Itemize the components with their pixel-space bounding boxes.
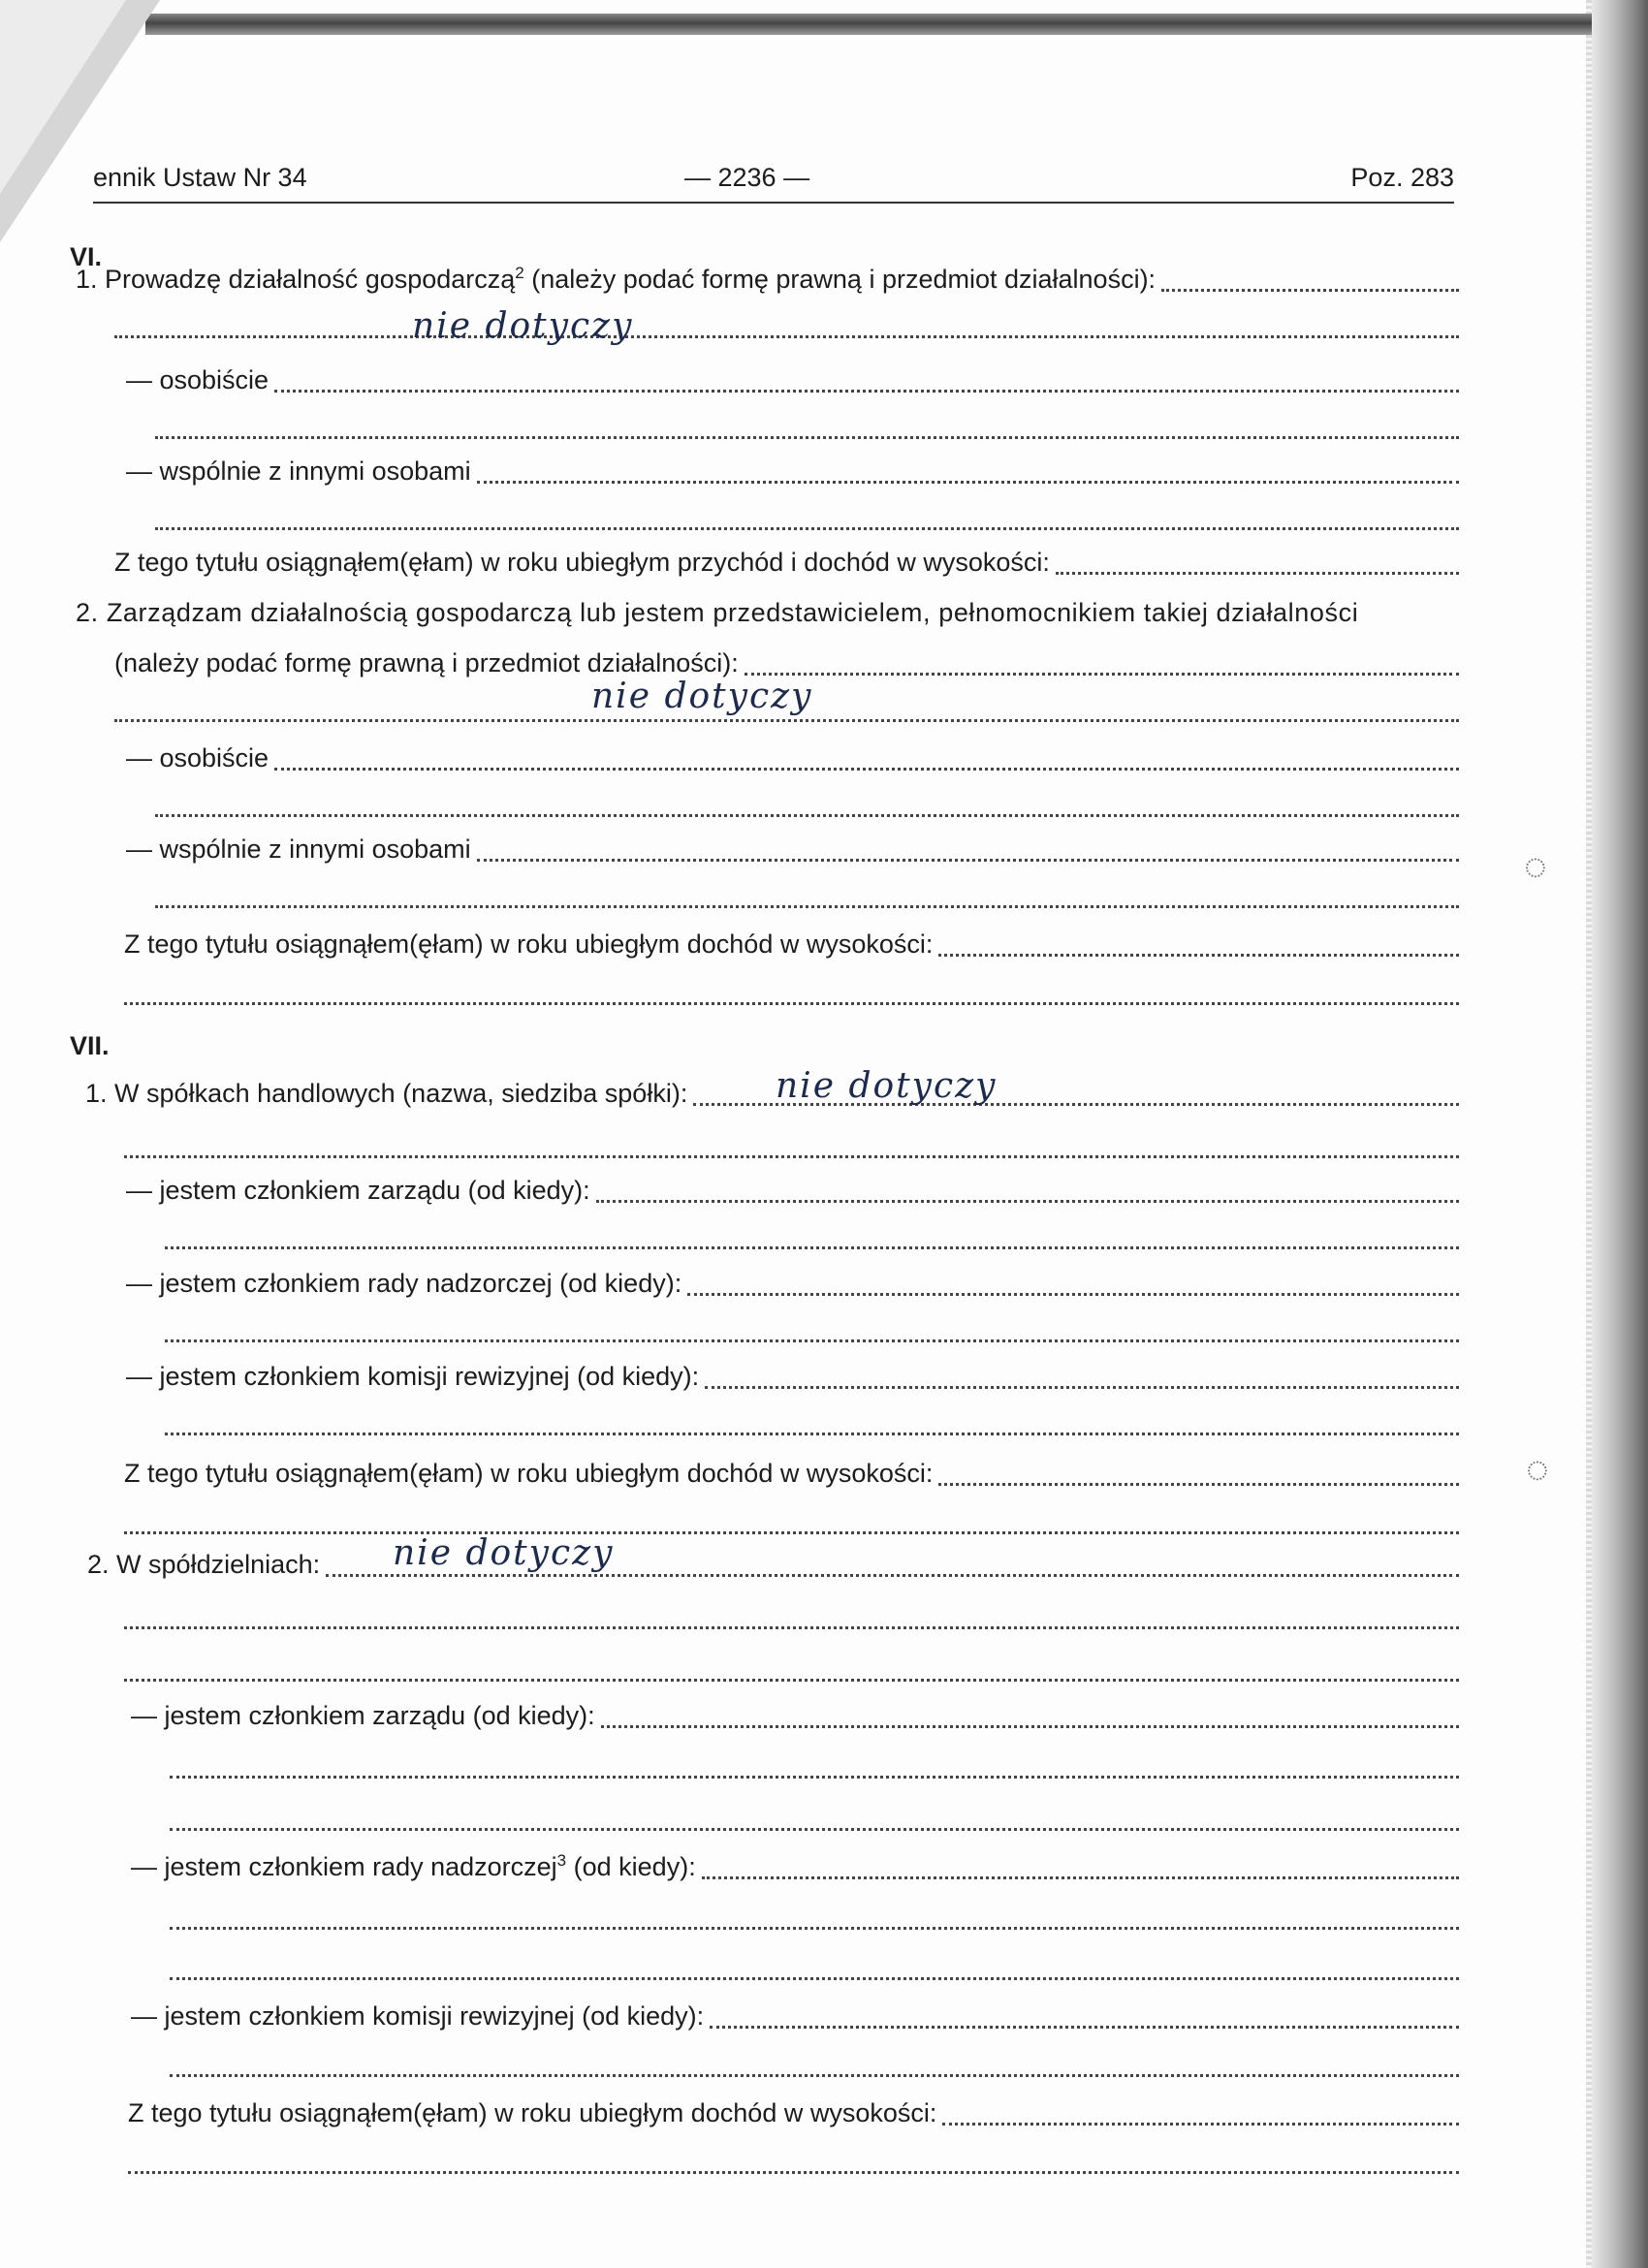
position-number: Poz. 283 (1350, 163, 1454, 192)
page-number: — 2236 — (684, 163, 810, 192)
dotted-line (114, 719, 1459, 722)
dotted-line (124, 1626, 1459, 1629)
page-header (93, 163, 1454, 204)
blank-line[interactable] (124, 1502, 1459, 1541)
dotted-line (596, 1200, 1459, 1203)
dotted-line (938, 954, 1459, 957)
dotted-line (274, 768, 1459, 771)
dotted-line (170, 1977, 1459, 1980)
dotted-line (942, 2123, 1459, 2126)
vii-1-income[interactable]: Z tego tytułu osiągnąłem(ęłam) w roku ubiegłym dochód w wysokości: (124, 1454, 1459, 1493)
dotted-line (155, 527, 1459, 530)
vi-2-personally[interactable]: — osobiście (126, 739, 1459, 777)
vii-1-handwriting: nie dotyczy (776, 1066, 998, 1106)
dotted-line (477, 481, 1459, 484)
blank-line[interactable] (170, 1747, 1459, 1785)
dotted-line (938, 1483, 1459, 1486)
section-vi-title: VI. (70, 242, 103, 271)
vi-1-line[interactable] (76, 260, 1459, 299)
vi-2-label: 2. Zarządzam działalnością gospodarczą lub jestem przedstawicielem, pełnomocnikiem takiej działalności (76, 598, 1359, 627)
dotted-line (155, 436, 1459, 439)
blank-line[interactable] (165, 1310, 1459, 1349)
vii-1-supervisory[interactable]: — jestem członkiem rady nadzorczej (od kiedy): (126, 1264, 1459, 1303)
vi-1-income[interactable]: Z tego tytułu osiągnąłem(ęłam) w roku ubiegłym przychód i dochód w wysokości: (114, 543, 1459, 582)
dotted-line (170, 2074, 1459, 2077)
scan-top-bar (145, 14, 1592, 35)
dotted-line (114, 335, 1459, 338)
blank-line[interactable] (124, 973, 1459, 1012)
dotted-line (124, 1002, 1459, 1005)
dotted-line (705, 1386, 1459, 1389)
page-edge (1586, 0, 1592, 2268)
binder-hole-icon: ◌ (1526, 1448, 1549, 1491)
vii-2-board[interactable]: — jestem członkiem zarządu (od kiedy): (131, 1696, 1459, 1735)
dotted-line (124, 1679, 1459, 1682)
vii-2-audit[interactable]: — jestem członkiem komisji rewizyjnej (od kiedy): (131, 1997, 1459, 2035)
vi-2-jointly[interactable]: — wspólnie z innymi osobami (126, 830, 1459, 868)
vii-2-line[interactable] (87, 1545, 1459, 1584)
dotted-line (601, 1725, 1459, 1728)
blank-line[interactable] (155, 498, 1459, 537)
dotted-line (702, 1876, 1459, 1879)
dotted-line (165, 1339, 1459, 1342)
blank-line[interactable] (124, 1597, 1459, 1636)
dotted-line (274, 390, 1459, 393)
vi-1-handwriting: nie dotyczy (412, 306, 634, 346)
vii-2-label: 2. W spółdzielniach: (87, 1550, 321, 1579)
blank-line[interactable] (155, 407, 1459, 446)
dotted-line (155, 905, 1459, 908)
vi-1-personally[interactable]: — osobiście (126, 361, 1459, 399)
vii-1-audit[interactable]: — jestem członkiem komisji rewizyjnej (od kiedy): (126, 1357, 1459, 1396)
dotted-line (687, 1293, 1459, 1296)
dotted-line (326, 1574, 1459, 1577)
journal-title: ennik Ustaw Nr 34 (93, 163, 307, 192)
blank-line[interactable] (128, 2142, 1459, 2181)
vii-1-board[interactable]: — jestem członkiem zarządu (od kiedy): (126, 1171, 1459, 1210)
vi-2-line-b[interactable]: (należy podać formę prawną i przedmiot działalności): (114, 644, 1459, 682)
dotted-line (128, 2171, 1459, 2174)
dotted-line (124, 1155, 1459, 1158)
vi-1-blank-line[interactable] (114, 306, 1459, 345)
dotted-line (1161, 289, 1459, 292)
vii-1-line[interactable] (85, 1074, 1459, 1113)
dotted-line (165, 1433, 1459, 1435)
dotted-line (1056, 572, 1459, 575)
scanner-edge (1592, 0, 1648, 2268)
dotted-line (124, 1531, 1459, 1534)
vi-2-line (76, 593, 1462, 632)
dotted-line (165, 1246, 1459, 1249)
dotted-line (170, 1776, 1459, 1779)
dotted-line (170, 1828, 1459, 1831)
dotted-line (170, 1927, 1459, 1930)
dotted-line (155, 814, 1459, 817)
vi-1-label: 1. Prowadzę działalność gospodarczą$^2$ (należy podać formę prawną i przedmiot działalności): (76, 264, 1157, 294)
blank-line[interactable] (170, 1898, 1459, 1937)
vii-1-label: 1. W spółkach handlowych (nazwa, siedziba spółki): (85, 1079, 688, 1108)
vi-2-income[interactable]: Z tego tytułu osiągnąłem(ęłam) w roku ubiegłym dochód w wysokości: (124, 925, 1459, 963)
blank-line[interactable] (124, 1126, 1459, 1165)
dotted-line (477, 859, 1459, 862)
dotted-line (710, 2026, 1459, 2029)
blank-line[interactable] (165, 1217, 1459, 1256)
blank-line[interactable] (124, 1650, 1459, 1688)
binder-hole-icon: ◌ (1524, 845, 1547, 888)
blank-line[interactable] (170, 2045, 1459, 2084)
dotted-line (745, 673, 1459, 676)
vi-2-handwriting: nie dotyczy (591, 677, 813, 716)
section-vii-title: VII. (70, 1031, 110, 1060)
blank-line[interactable] (170, 1799, 1459, 1838)
blank-line[interactable] (155, 785, 1459, 824)
vi-1-jointly[interactable]: — wspólnie z innymi osobami (126, 452, 1459, 490)
blank-line[interactable] (170, 1948, 1459, 1987)
vii-2-handwriting: nie dotyczy (393, 1533, 615, 1573)
blank-line[interactable] (165, 1403, 1459, 1442)
vii-2-income[interactable]: Z tego tytułu osiągnąłem(ęłam) w roku ubiegłym dochód w wysokości: (128, 2094, 1459, 2132)
blank-line[interactable] (155, 876, 1459, 915)
vii-2-supervisory[interactable]: — jestem członkiem rady nadzorczej$^3$ (od kiedy): (131, 1847, 1459, 1886)
